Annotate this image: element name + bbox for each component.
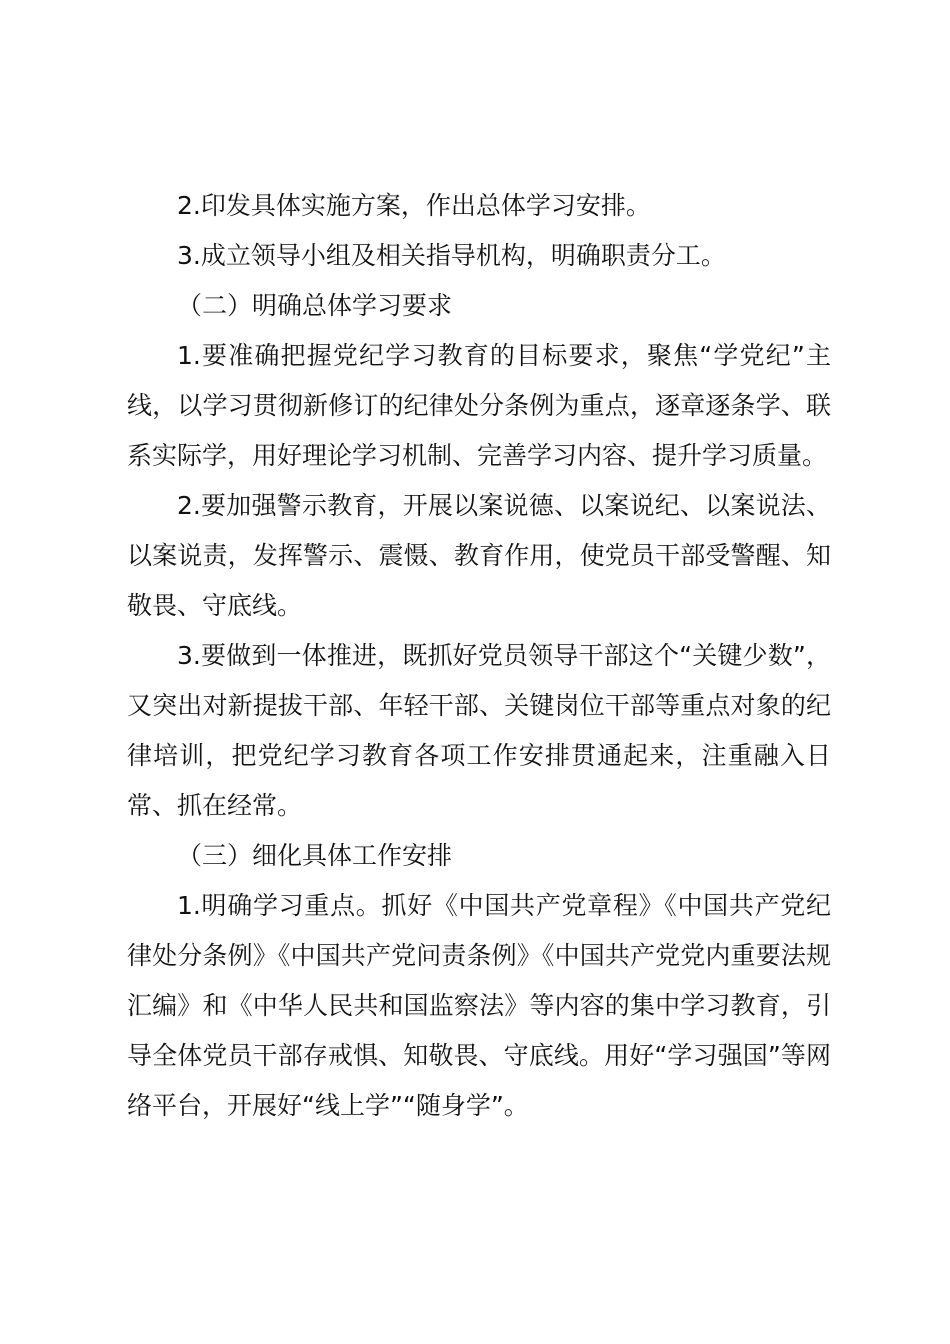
- document-body: [127, 181, 831, 1131]
- paragraph-requirement-1: 1.要准确把握党纪学习教育的目标要求，聚焦“学党纪”主线，以学习贯彻新修订的纪律处分条例为重点，逐章逐条学、联系实际学，用好理论学习机制、完善学习内容、提升学习质量。: [127, 341, 831, 470]
- paragraph-item-3-leading-group: 3.成立领导小组及相关指导机构，明确职责分工。: [177, 241, 726, 270]
- section-heading-2: （二）明确总体学习要求: [177, 291, 453, 320]
- paragraph-requirement-2: 2.要加强警示教育，开展以案说德、以案说纪、以案说法、以案说责，发挥警示、震慑、教育作用，使党员干部受警醒、知敬畏、守底线。: [127, 491, 831, 620]
- paragraph-requirement-3: 3.要做到一体推进，既抓好党员领导干部这个“关键少数”，又突出对新提拔干部、年轻干部、关键岗位干部等重点对象的纪律培训，把党纪学习教育各项工作安排贯通起来，注重融入日常、抓在经常。: [127, 641, 831, 820]
- paragraph-item-2-implementation-plan: 2.印发具体实施方案，作出总体学习安排。: [177, 191, 651, 220]
- section-heading-3: （三）细化具体工作安排: [177, 841, 453, 870]
- paragraph-study-focus: 1.明确学习重点。抓好《中国共产党章程》《中国共产党纪律处分条例》《中国共产党问责条例》《中国共产党党内重要法规汇编》和《中华人民共和国监察法》等内容的集中学习教育，引导全体党员干部存戒惧、知敬畏、守底线。用好“学习强国”等网络平台，开展好“线上学”“随身学”。: [127, 891, 831, 1120]
